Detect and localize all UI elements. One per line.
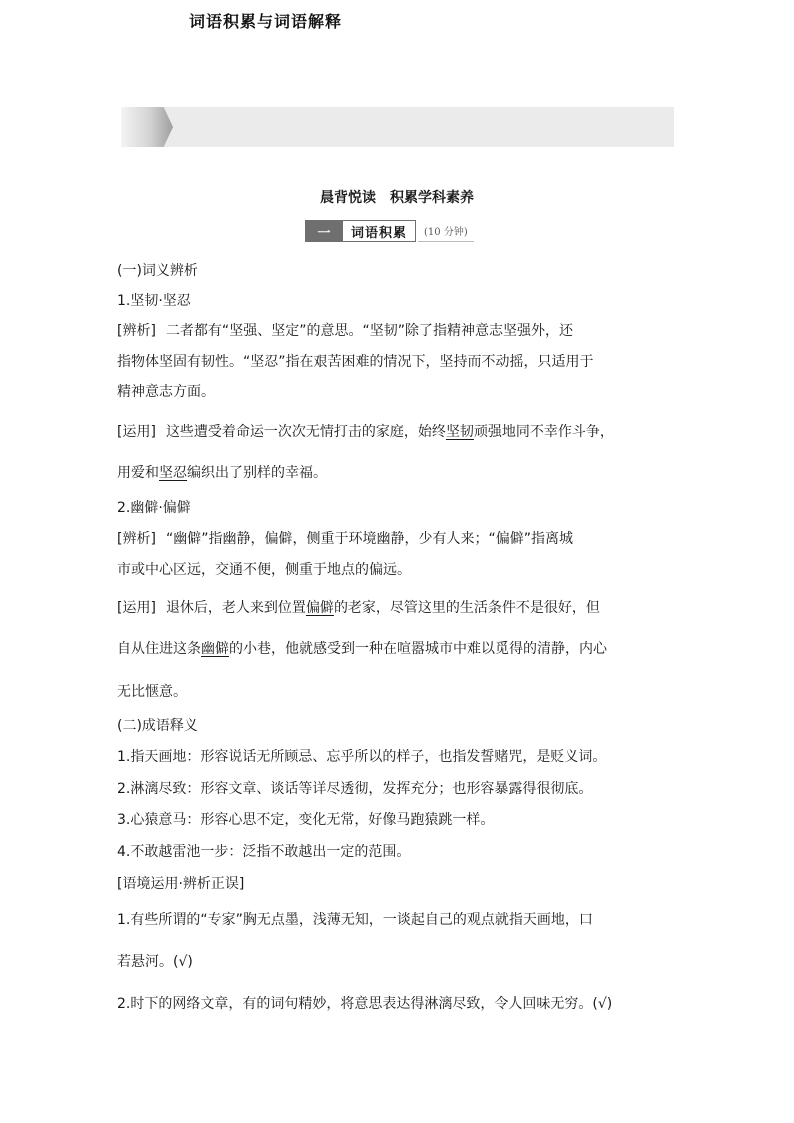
underlined-word: 坚韧 (445, 424, 474, 440)
use-text: 编织出了别样的幸福。 (187, 465, 327, 481)
part2-heading: (二)成语释义 (117, 718, 198, 734)
practice-heading: [语境运用·辨析正误] (117, 876, 245, 892)
section-number: 一 (305, 220, 343, 242)
item2-use-line-3: 无比惬意。 (117, 684, 187, 700)
practice-item-2: 2.时下的网络文章，有的词句精妙，将意思表达得淋漓尽致，令人回味无穷。(√) (117, 996, 613, 1012)
section-label: 词语积累 (343, 220, 416, 242)
underlined-word: 幽僻 (201, 641, 229, 657)
item2-use-line (117, 598, 600, 618)
analysis-tag: [辨析] (117, 323, 156, 339)
item2-analysis-line-2: 市或中心区远，交通不便，侧重于地点的偏远。 (117, 562, 411, 578)
banner-title: 词语积累与词语解释 (189, 12, 343, 31)
analysis-text: “幽僻”指幽静，偏僻，侧重于环境幽静，少有人来；“偏僻”指离城 (165, 531, 573, 547)
use-text: 用爱和 (117, 465, 159, 481)
use-text: 顽强地同不幸作斗争， (473, 424, 614, 440)
part1-heading: (一)词义辨析 (117, 263, 198, 279)
item1-use-line-2 (117, 463, 327, 483)
idiom-item: 4.不敢越雷池一步：泛指不敢越出一定的范围。 (117, 844, 411, 860)
page-subtitle: 晨背悦读 积累学科素养 (320, 190, 474, 206)
use-text: 的老家，尽管这里的生活条件不是很好，但 (333, 600, 600, 616)
use-text: 退休后，老人来到位置 (165, 600, 306, 616)
practice-item-1: 1.有些所谓的“专家”胸无点墨，浅薄无知，一谈起自己的观点就指天画地，口 (117, 912, 593, 928)
use-text: 这些遭受着命运一次次无情打击的家庭，始终 (165, 424, 446, 440)
item1-analysis-line (117, 321, 573, 341)
idiom-item: 3.心猿意马：形容心思不定，变化无常，好像马跑猿跳一样。 (117, 812, 495, 828)
use-text: 的小巷，他就感受到一种在喧嚣城市中难以觅得的清静，内心 (229, 641, 607, 657)
item2-title: 2.幽僻·偏僻 (117, 500, 191, 516)
item1-analysis-line-3: 精神意志方面。 (117, 384, 215, 400)
banner-arrow-decoration (121, 107, 173, 147)
analysis-text: 二者都有“坚强、坚定”的意思。“坚韧”除了指精神意志坚强外，还 (165, 323, 573, 339)
item1-title: 1.坚韧·坚忍 (117, 293, 191, 309)
item1-analysis-line-2: 指物体坚固有韧性。“坚忍”指在艰苦困难的情况下，坚持而不动摇，只适用于 (117, 354, 594, 370)
section-banner (121, 107, 674, 147)
item2-use-line-2 (117, 639, 607, 659)
use-tag: [运用] (117, 600, 156, 616)
analysis-tag: [辨析] (117, 531, 156, 547)
idiom-item: 2.淋漓尽致：形容文章、谈话等详尽透彻，发挥充分；也形容暴露得很彻底。 (117, 781, 593, 797)
underlined-word: 偏僻 (305, 600, 334, 616)
item2-analysis-line (117, 529, 573, 549)
use-text: 自从住进这条 (117, 641, 201, 657)
idiom-item: 1.指天画地：形容说话无所顾忌、忘乎所以的样子，也指发誓赌咒，是贬义词。 (117, 749, 607, 765)
practice-item-1-line-2: 若悬河。(√) (117, 954, 193, 970)
section-tag (305, 220, 474, 242)
item1-use-line (117, 422, 614, 442)
section-time: (10 分钟) (418, 220, 474, 242)
underlined-word: 坚忍 (159, 465, 187, 481)
use-tag: [运用] (117, 424, 156, 440)
